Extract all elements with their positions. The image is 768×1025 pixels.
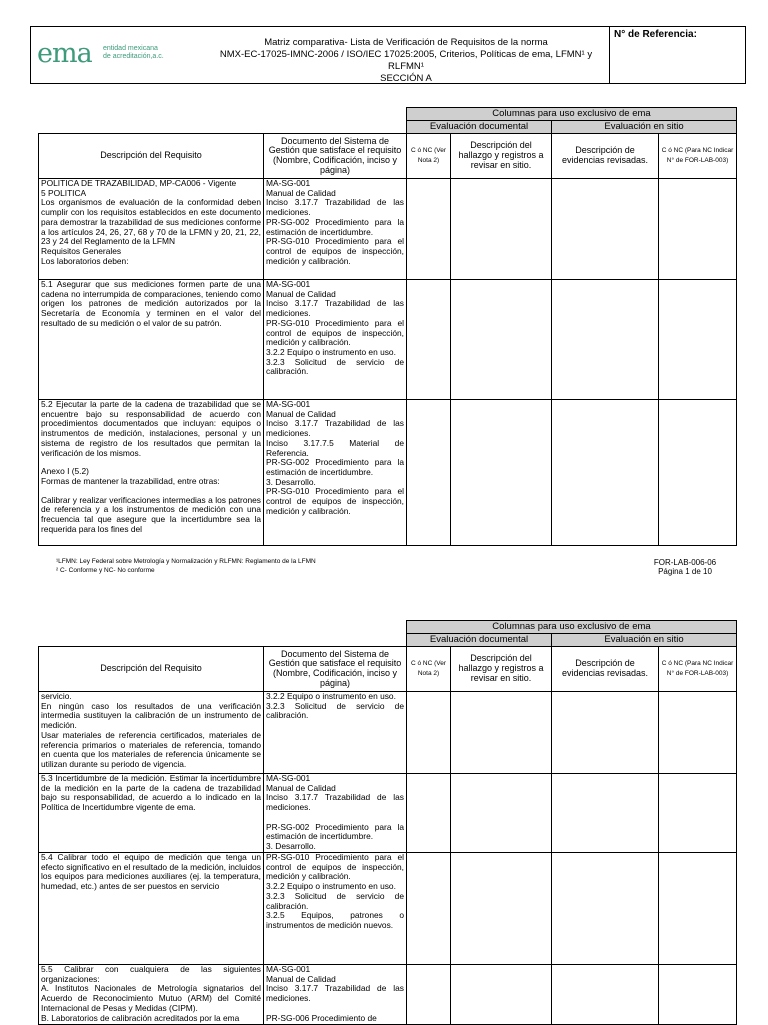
hallazgo-cell[interactable]	[451, 400, 552, 546]
text-line: 5 POLITICA	[41, 187, 87, 198]
exclusive-use-header: Columnas para uso exclusivo de ema	[407, 108, 737, 121]
document-cell	[264, 692, 407, 774]
text-line: MA-SG-001	[266, 773, 311, 783]
c-nc-cell[interactable]	[407, 774, 451, 853]
text-line: Formas de mantener la trazabilidad, entre otras:	[41, 475, 220, 486]
table-row	[39, 692, 737, 774]
hallazgo-cell[interactable]	[451, 965, 552, 1025]
text-line: Inciso 3.17.7.5 Material de Referencia.	[266, 437, 404, 458]
requirement-cell	[39, 965, 264, 1025]
requirements-table-page2	[38, 620, 737, 1025]
text-line: PR-SG-002 Procedimiento para la estimación de incertidumbre.	[266, 821, 404, 842]
table-row	[39, 179, 737, 280]
document-header	[30, 26, 746, 84]
text-line: Anexo I (5.2)	[41, 466, 89, 477]
evidencias-cell[interactable]	[552, 965, 659, 1025]
hallazgo-cell[interactable]	[451, 280, 552, 400]
text-line: Inciso 3.17.7 Trazabilidad de las mediciones.	[266, 197, 404, 218]
text-line: MA-SG-001	[266, 399, 311, 409]
c-nc-cell[interactable]	[407, 853, 451, 965]
c-nc-cell[interactable]	[407, 965, 451, 1025]
text-line: Requisitos Generales	[41, 245, 122, 256]
evidencias-cell[interactable]	[552, 400, 659, 546]
c-nc-cell[interactable]	[407, 400, 451, 546]
logo-line2: de acreditación,a.c.	[103, 53, 164, 60]
col-hallazgo: Descripción del hallazgo y registros a revisar en sitio.	[451, 647, 552, 692]
hallazgo-cell[interactable]	[451, 853, 552, 965]
text-line: Manual de Calidad	[266, 782, 336, 793]
text-line: B. Laboratorios de calibración acreditados por la ema	[41, 1012, 240, 1023]
text-line: PR-SG-002 Procedimiento para la estimación de incertidumbre.	[266, 216, 404, 237]
document-cell	[264, 280, 407, 400]
table-row	[39, 774, 737, 853]
col-evidencias: Descripción de evidencias revisadas.	[552, 647, 659, 692]
doc-eval-header: Evaluación documental	[407, 634, 552, 647]
col-description: Descripción del Requisito	[39, 647, 264, 692]
c-nc-cell[interactable]	[407, 692, 451, 774]
text-line: 3.2.2 Equipo o instrumento en uso.	[266, 881, 396, 892]
col-c-nc: C ó NC (Ver Nota 2)	[407, 134, 451, 179]
site-eval-header: Evaluación en sitio	[552, 634, 737, 647]
c-nc-site-cell[interactable]	[659, 774, 737, 853]
title-line1: Matriz comparativa- Lista de Verificación de Requisitos de la norma	[264, 37, 548, 48]
title-line3: SECCIÓN A	[380, 73, 432, 84]
text-line: Manual de Calidad	[266, 973, 336, 984]
text-line: PR-SG-010 Procedimiento para el control de equipos de inspección, medición y calibración.	[266, 317, 404, 348]
document-cell	[264, 179, 407, 280]
text-line: 3.2.3 Solicitud de servicio de calibración.	[266, 356, 404, 377]
form-code: FOR-LAB-006-06	[653, 558, 717, 567]
evidencias-cell[interactable]	[552, 853, 659, 965]
text-line: Inciso 3.17.7 Trazabilidad de las mediciones.	[266, 983, 404, 1004]
title-line2: NMX-EC-17025-IMNC-2006 / ISO/IEC 17025:2005, Criterios, Políticas de ema, LFMN¹ y RLFMN¹	[219, 49, 593, 72]
text-line: PR-SG-002 Procedimiento para la estimación de incertidumbre.	[266, 457, 404, 477]
hallazgo-cell[interactable]	[451, 179, 552, 280]
document-cell	[264, 853, 407, 965]
footnote-1: ¹LFMN: Ley Federal sobre Metrología y Normalización y RLFMN: Reglamento de la LFMN	[56, 558, 316, 565]
col-c-nc: C ó NC (Ver Nota 2)	[407, 647, 451, 692]
table-row	[39, 280, 737, 400]
logo-line1: entidad mexicana	[103, 45, 158, 52]
text-line: Los laboratorios deben:	[41, 255, 129, 266]
hallazgo-cell[interactable]	[451, 692, 552, 774]
reference-label: N° de Referencia:	[614, 29, 697, 40]
bullet-item: • Calibrar y realizar verificaciones intermedias a los patrones de referencia y a los instrumentos de medición con una frecuencia tal que asegure que la incertidumbre sea la requerida para los fines del	[41, 496, 261, 535]
text-line: En ningún caso los resultados de una verificación intermedia sustituyen la calibración de un instrumento de medición.	[41, 700, 261, 731]
requirement-cell	[39, 774, 264, 853]
text-line: PR-SG-006 Procedimiento de	[266, 1012, 377, 1023]
col-c-nc-site: C ó NC (Para NC Indicar N° de FOR-LAB-003)	[659, 647, 737, 692]
evidencias-cell[interactable]	[552, 692, 659, 774]
c-nc-site-cell[interactable]	[659, 280, 737, 400]
text-line: A. Institutos Nacionales de Metrología signatarios del Acuerdo de Reconocimiento Mutuo (ARM) del Comité Internacional de Pesas y Medidas (CIPM).	[41, 983, 261, 1013]
text-line: PR-SG-010 Procedimiento para el control de equipos de inspección, medición y calibración.	[266, 236, 404, 266]
text-line: POLITICA DE TRAZABILIDAD, MP-CA006 - Vigente	[41, 178, 237, 188]
doc-eval-header: Evaluación documental	[407, 121, 552, 134]
table-row	[39, 853, 737, 965]
text-line: 5.4 Calibrar todo el equipo de medición que tenga un efecto significativo en el resultado de la medición, incluidos los equipos para mediciones auxiliares (ej. la temperatura, humedad, etc.) antes de ser puestos en servicio	[41, 852, 261, 892]
footnotes	[56, 558, 316, 575]
text-line: Inciso 3.17.7 Trazabilidad de las mediciones.	[266, 298, 404, 319]
text-line: 3.2.3 Solicitud de servicio de calibración.	[266, 700, 404, 721]
text-line: Inciso 3.17.7 Trazabilidad de las mediciones.	[266, 792, 404, 813]
requirement-cell	[39, 280, 264, 400]
text-line: Manual de Calidad	[266, 187, 336, 198]
table-row	[39, 400, 737, 546]
exclusive-use-header: Columnas para uso exclusivo de ema	[407, 621, 737, 634]
c-nc-site-cell[interactable]	[659, 965, 737, 1025]
text-line: servicio.	[41, 691, 72, 701]
page-footer	[640, 558, 730, 576]
table-row	[39, 965, 737, 1025]
document-cell	[264, 400, 407, 546]
document-title	[201, 37, 611, 85]
c-nc-cell[interactable]	[407, 280, 451, 400]
text-line: 5.3 Incertidumbre de la medición. Estimar la incertidumbre de la medición en la parte de la cadena de trazabilidad bajo su responsabilidad, de acuerdo a lo indicado en la Política de Incertidumbre vigente de ema.	[41, 773, 261, 813]
text-line: 3.2.2 Equipo o instrumento en uso.	[266, 346, 396, 357]
text-line: Los organismos de evaluación de la conformidad deben cumplir con los requisitos establecidos en este documento para demostrar la trazabilidad de sus mediciones conforme a los artículos 24, 26, 27, 68 y 70 de la LFMN y 20, 21, 22, 23 y 24 del Reglamento de la LFMN	[41, 197, 261, 247]
col-document: Documento del Sistema de Gestión que satisface el requisito (Nombre, Codificación, inciso y página)	[264, 647, 407, 692]
footnote-2: ² C- Conforme y NC- No conforme	[56, 566, 155, 574]
requirements-table-page1	[38, 107, 737, 546]
requirement-cell	[39, 179, 264, 280]
text-line: PR-SG-010 Procedimiento para el control de equipos de inspección, medición y calibración.	[266, 486, 404, 516]
document-cell	[264, 774, 407, 853]
col-description: Descripción del Requisito	[39, 134, 264, 179]
c-nc-cell[interactable]	[407, 179, 451, 280]
c-nc-site-cell[interactable]	[659, 400, 737, 546]
evidencias-cell[interactable]	[552, 179, 659, 280]
requirement-cell	[39, 400, 264, 546]
evidencias-cell[interactable]	[552, 280, 659, 400]
logo-mark: ema	[37, 38, 92, 69]
col-evidencias: Descripción de evidencias revisadas.	[552, 134, 659, 179]
document-cell	[264, 965, 407, 1025]
site-eval-header: Evaluación en sitio	[552, 121, 737, 134]
col-c-nc-site: C ó NC (Para NC Indicar N° de FOR-LAB-003)	[659, 134, 737, 179]
text-line: 5.1 Asegurar que sus mediciones formen parte de una cadena no interrumpida de comparaciones, teniendo como origen los patrones de medición autorizados por la Secretaría de Economía y terminen en el valor del resultado de su medición o el valor de su patrón.	[41, 279, 261, 328]
text-line: 3. Desarrollo.	[266, 840, 316, 851]
evidencias-cell[interactable]	[552, 774, 659, 853]
c-nc-site-cell[interactable]	[659, 692, 737, 774]
text-line: MA-SG-001	[266, 279, 311, 289]
hallazgo-cell[interactable]	[451, 774, 552, 853]
col-document: Documento del Sistema de Gestión que satisface el requisito (Nombre, Codificación, inciso y página)	[264, 134, 407, 179]
reference-number-box	[609, 27, 745, 83]
text-line: Inciso 3.17.7 Trazabilidad de las mediciones.	[266, 418, 404, 439]
page-number: Página 1 de 10	[658, 567, 712, 576]
text-line: 3. Desarrollo.	[266, 476, 316, 487]
requirement-cell	[39, 692, 264, 774]
text-line: 5.5 Calibrar con cualquiera de las siguientes organizaciones:	[41, 964, 261, 984]
bullet-item: • Usar materiales de referencia certificados, materiales de referencia primarios o materiales de referencia, tomando en cuenta que los materiales de referencia únicamente se utilizan durante su periodo de vigencia.	[41, 731, 261, 770]
text-line: MA-SG-001	[266, 178, 311, 188]
text-line: 3.2.2 Equipo o instrumento en uso.	[266, 691, 396, 701]
c-nc-site-cell[interactable]	[659, 853, 737, 965]
logo-text	[103, 45, 164, 61]
text-line: Manual de Calidad	[266, 288, 336, 299]
text-line: MA-SG-001	[266, 964, 311, 974]
text-line: 3.2.5 Equipos, patrones o instrumentos de medición nuevos.	[266, 910, 404, 930]
text-line: 5.2 Ejecutar la parte de la cadena de trazabilidad que se encuentre bajo su responsabilidad de acuerdo con procedimientos documentados que incluyan: equipos o instrumentos de medición, instalaciones, personal y un sistema de registro de los resultados que permitan la verificación de los mismos.	[41, 399, 261, 458]
text-line: PR-SG-010 Procedimiento para el control de equipos de inspección, medición y calibración.	[266, 852, 404, 882]
c-nc-site-cell[interactable]	[659, 179, 737, 280]
ema-logo	[37, 39, 197, 73]
col-hallazgo: Descripción del hallazgo y registros a revisar en sitio.	[451, 134, 552, 179]
requirement-cell	[39, 853, 264, 965]
text-line: 3.2.3 Solicitud de servicio de calibración.	[266, 890, 404, 911]
text-line: Manual de Calidad	[266, 408, 336, 419]
